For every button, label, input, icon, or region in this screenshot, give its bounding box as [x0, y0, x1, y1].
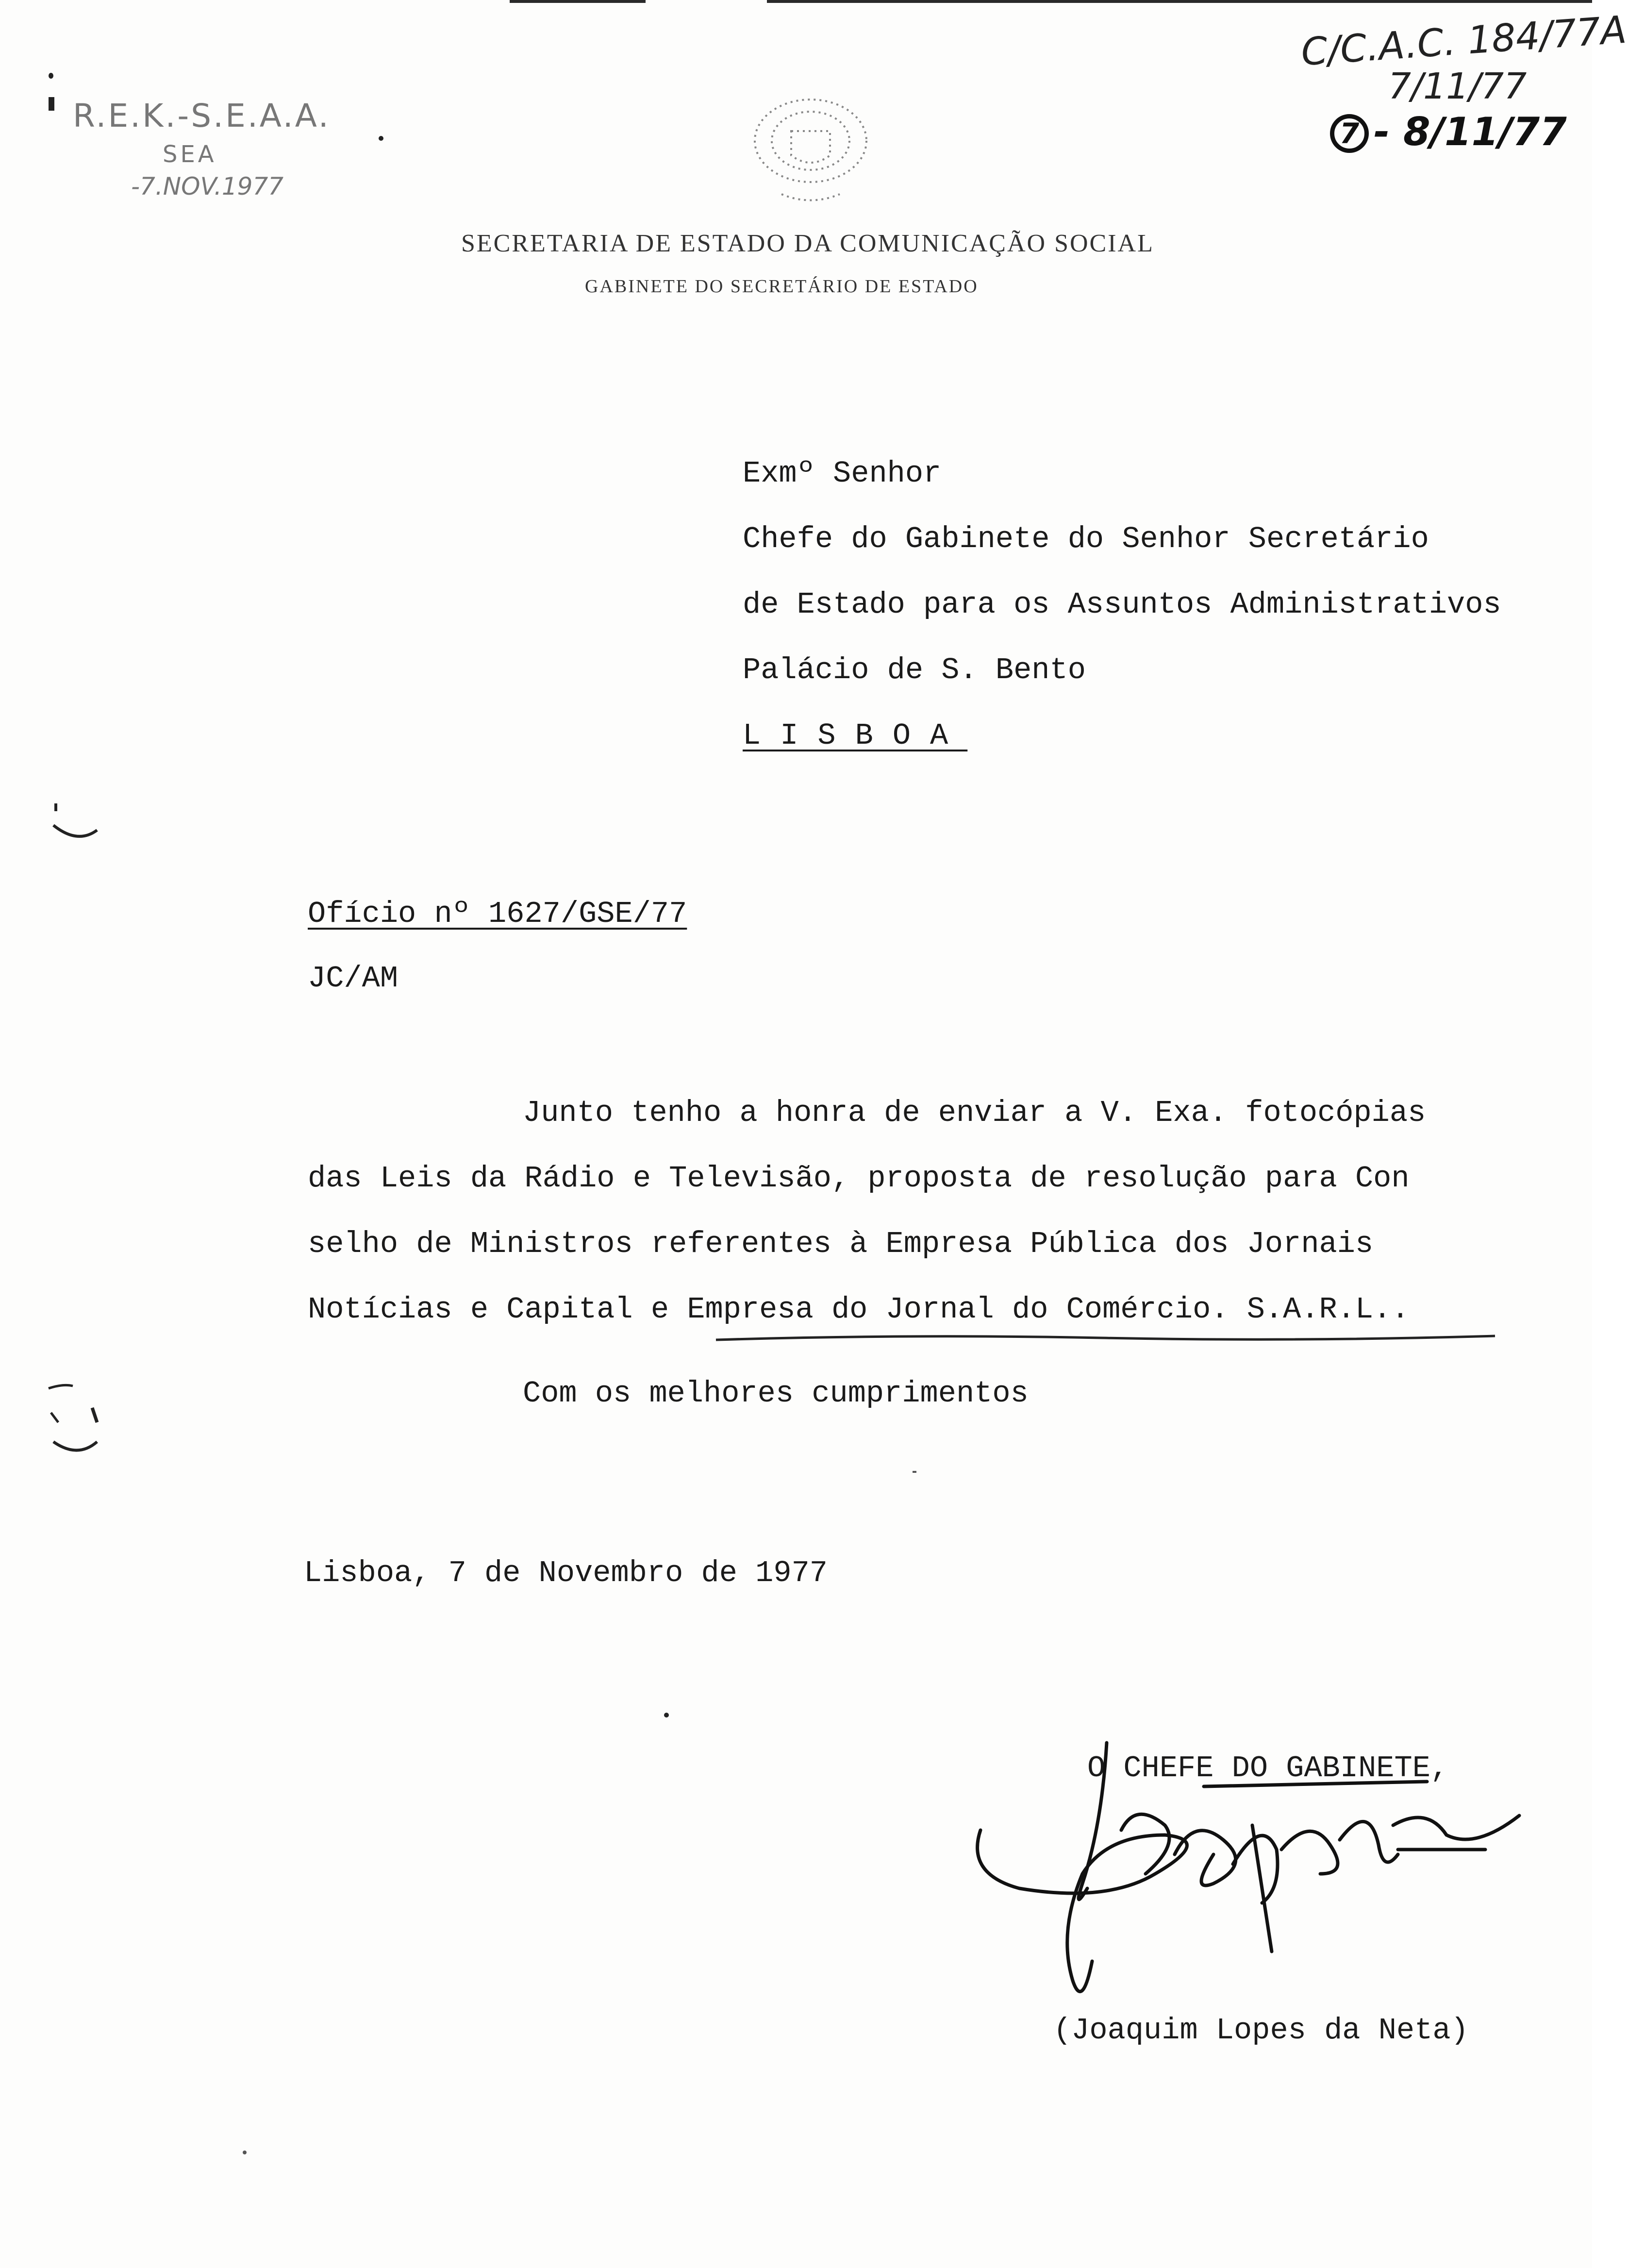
recipient-line-1: Chefe do Gabinete do Senhor Secretário: [743, 522, 1429, 556]
body-line-3: selho de Ministros referentes à Empresa Pública dos Jornais: [308, 1227, 1374, 1261]
circled-number-text: 7: [1339, 117, 1360, 150]
margin-mark: [44, 1379, 112, 1466]
letterhead-subtitle: GABINETE DO SECRETÁRIO DE ESTADO: [585, 276, 979, 297]
speck: [664, 1713, 669, 1718]
body-line-4: Notícias e Capital e Empresa do Jornal do Comércio. S.A.R.L..: [308, 1292, 1410, 1327]
reference-initials: JC/AM: [308, 961, 399, 996]
body-line-2: das Leis da Rádio e Televisão, proposta de resolução para Con: [308, 1161, 1410, 1196]
speck: [49, 97, 54, 111]
handwritten-signature: [961, 1728, 1534, 2019]
coat-of-arms-emblem: [738, 92, 883, 209]
oficio-number: Ofício nº 1627/GSE/77: [308, 897, 687, 931]
recipient-line-3: Palácio de S. Bento: [743, 653, 1086, 687]
top-edge-line-right: [767, 0, 1592, 3]
recipient-salutation: Exmº Senhor: [743, 456, 942, 491]
handwritten-dated-note: - 8/11/77: [1374, 109, 1567, 154]
top-edge-line: [510, 0, 646, 3]
handwritten-date: 7/11/77: [1388, 66, 1527, 107]
dateline: Lisboa, 7 de Novembro de 1977: [304, 1556, 828, 1590]
closing-line: Com os melhores cumprimentos: [523, 1376, 1029, 1411]
handwritten-reference: C/C.A.C. 184/77A: [1299, 8, 1628, 75]
circled-number: [1330, 114, 1369, 153]
stamp-line-3: -7.NOV.1977: [131, 172, 284, 200]
margin-mark: [49, 796, 107, 854]
stamp-line-2: SEA: [163, 141, 217, 168]
speck: [243, 2151, 247, 2154]
stamp-line-1: R.E.K.-S.E.A.A.: [73, 97, 331, 134]
signature-title: O CHEFE DO GABINETE,: [1087, 1751, 1449, 1785]
signatory-name: (Joaquim Lopes da Neta): [1053, 2013, 1469, 2048]
handwritten-underline: [714, 1330, 1500, 1345]
recipient-line-2: de Estado para os Assuntos Administrativos: [743, 587, 1501, 622]
speck: [379, 136, 383, 141]
speck: [913, 1471, 916, 1473]
recipient-city: LISBOA: [743, 718, 968, 753]
letterhead-title: SECRETARIA DE ESTADO DA COMUNICAÇÃO SOCIAL: [461, 230, 1154, 257]
speck: [49, 73, 53, 79]
body-line-1: Junto tenho a honra de enviar a V. Exa. fotocópias: [523, 1096, 1426, 1130]
